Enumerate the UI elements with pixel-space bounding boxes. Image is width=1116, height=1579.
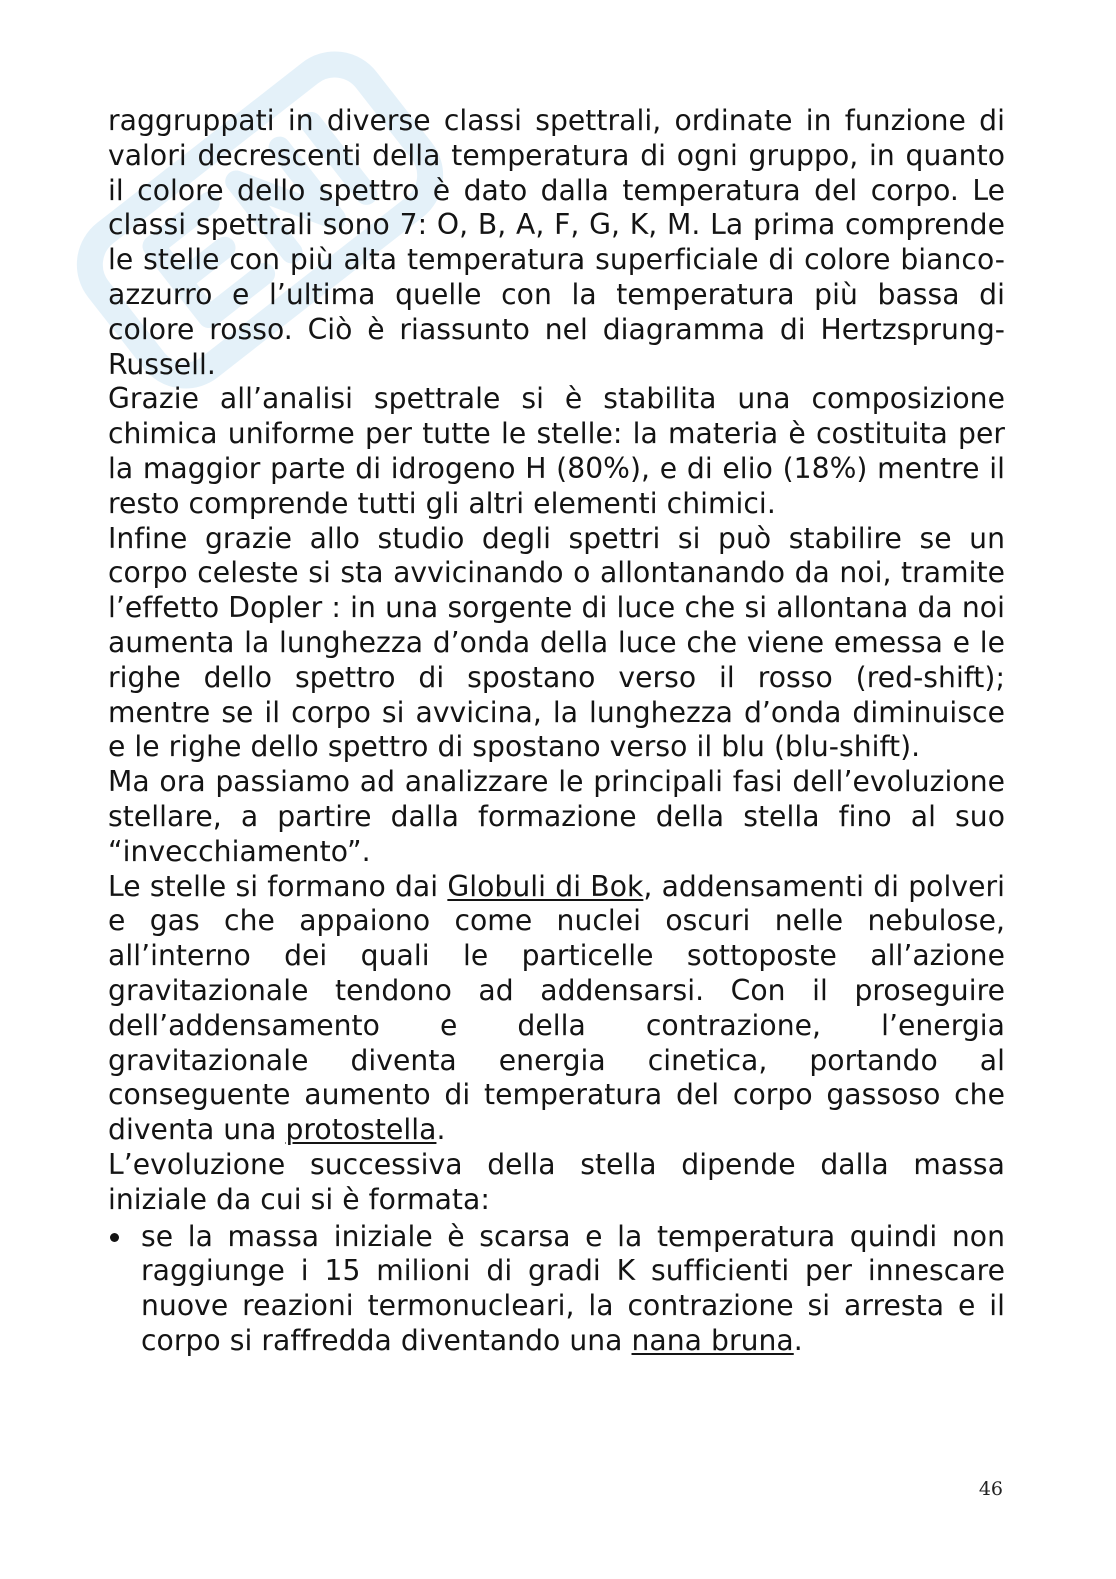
star-formation-text-middle: , addensamenti di polveri e gas che appaiono come nuclei oscuri nelle nebulose, all’interno dei quali le particelle sottoposte all’azione gravitazionale tendono ad addensarsi. Con il proseguire dell’addensamento e della contrazione, l’energia gravitazionale diventa energia cinetica, portando al conseguente aumento di temperatura del corpo gassoso che diventa una (108, 869, 1006, 1147)
star-formation-text-end: . (436, 1113, 446, 1147)
term-globuli-di-bok: Globuli di Bok (447, 869, 644, 903)
bullet-icon (110, 1233, 119, 1242)
paragraph-spectral-classes: raggruppati in diverse classi spettrali, ordinate in funzione di valori decrescenti della temperatura di ogni gruppo, in quanto il colore dello spettro è dato dalla temperatura del corpo. Le classi spettrali sono 7: O, B, A, F, G, K, M. La prima comprende le stelle con più alta temperatura superficiale di colore bianco-azzurro e l’ultima quelle con la temperatura più bassa di colore rosso. Ciò è riassunto nel diagramma di Hertzsprung-Russell. (108, 104, 1005, 381)
bullet-text: se la massa iniziale è scarsa e la temperatura quindi non raggiunge i 15 milioni di gradi K sufficienti per innescare nuove reazioni termonucleari, la contrazione si arresta e il corpo si raffredda diventando una (141, 1219, 1005, 1357)
list-item (108, 1220, 1005, 1359)
page-number: 46 (978, 1478, 1003, 1500)
star-formation-text-start: Le stelle si formano dai (108, 869, 448, 903)
term-nana-bruna: nana bruna (631, 1323, 794, 1357)
term-protostella: protostella (285, 1113, 437, 1147)
document-body (108, 104, 1005, 1359)
paragraph-doppler-effect: Infine grazie allo studio degli spettri si può stabilire se un corpo celeste si sta avvicinando o allontanando da noi, tramite l’effetto Dopler : in una sorgente di luce che si allontana da noi aumenta la lunghezza d’onda della luce che viene emessa e le righe dello spettro di spostano verso il rosso (red-shift); mentre se il corpo si avvicina, la lunghezza d’onda diminuisce e le righe dello spettro di spostano verso il blu (blu-shift). (108, 521, 1005, 764)
paragraph-star-formation (108, 870, 1005, 1148)
evolution-bullet-list (108, 1220, 1005, 1359)
bullet-text-end: . (793, 1323, 803, 1357)
paragraph-evolution-mass: L’evoluzione successiva della stella dipende dalla massa iniziale da cui si è formata: (108, 1147, 1005, 1216)
paragraph-stellar-evolution-intro: Ma ora passiamo ad analizzare le principali fasi dell’evoluzione stellare, a partire dalla formazione della stella fino al suo “invecchiamento”. (108, 765, 1005, 868)
paragraph-chemical-composition: Grazie all’analisi spettrale si è stabilita una composizione chimica uniforme per tutte le stelle: la materia è costituita per la maggior parte di idrogeno H (80%), e di elio (18%) mentre il resto comprende tutti gli altri elementi chimici. (108, 382, 1005, 520)
